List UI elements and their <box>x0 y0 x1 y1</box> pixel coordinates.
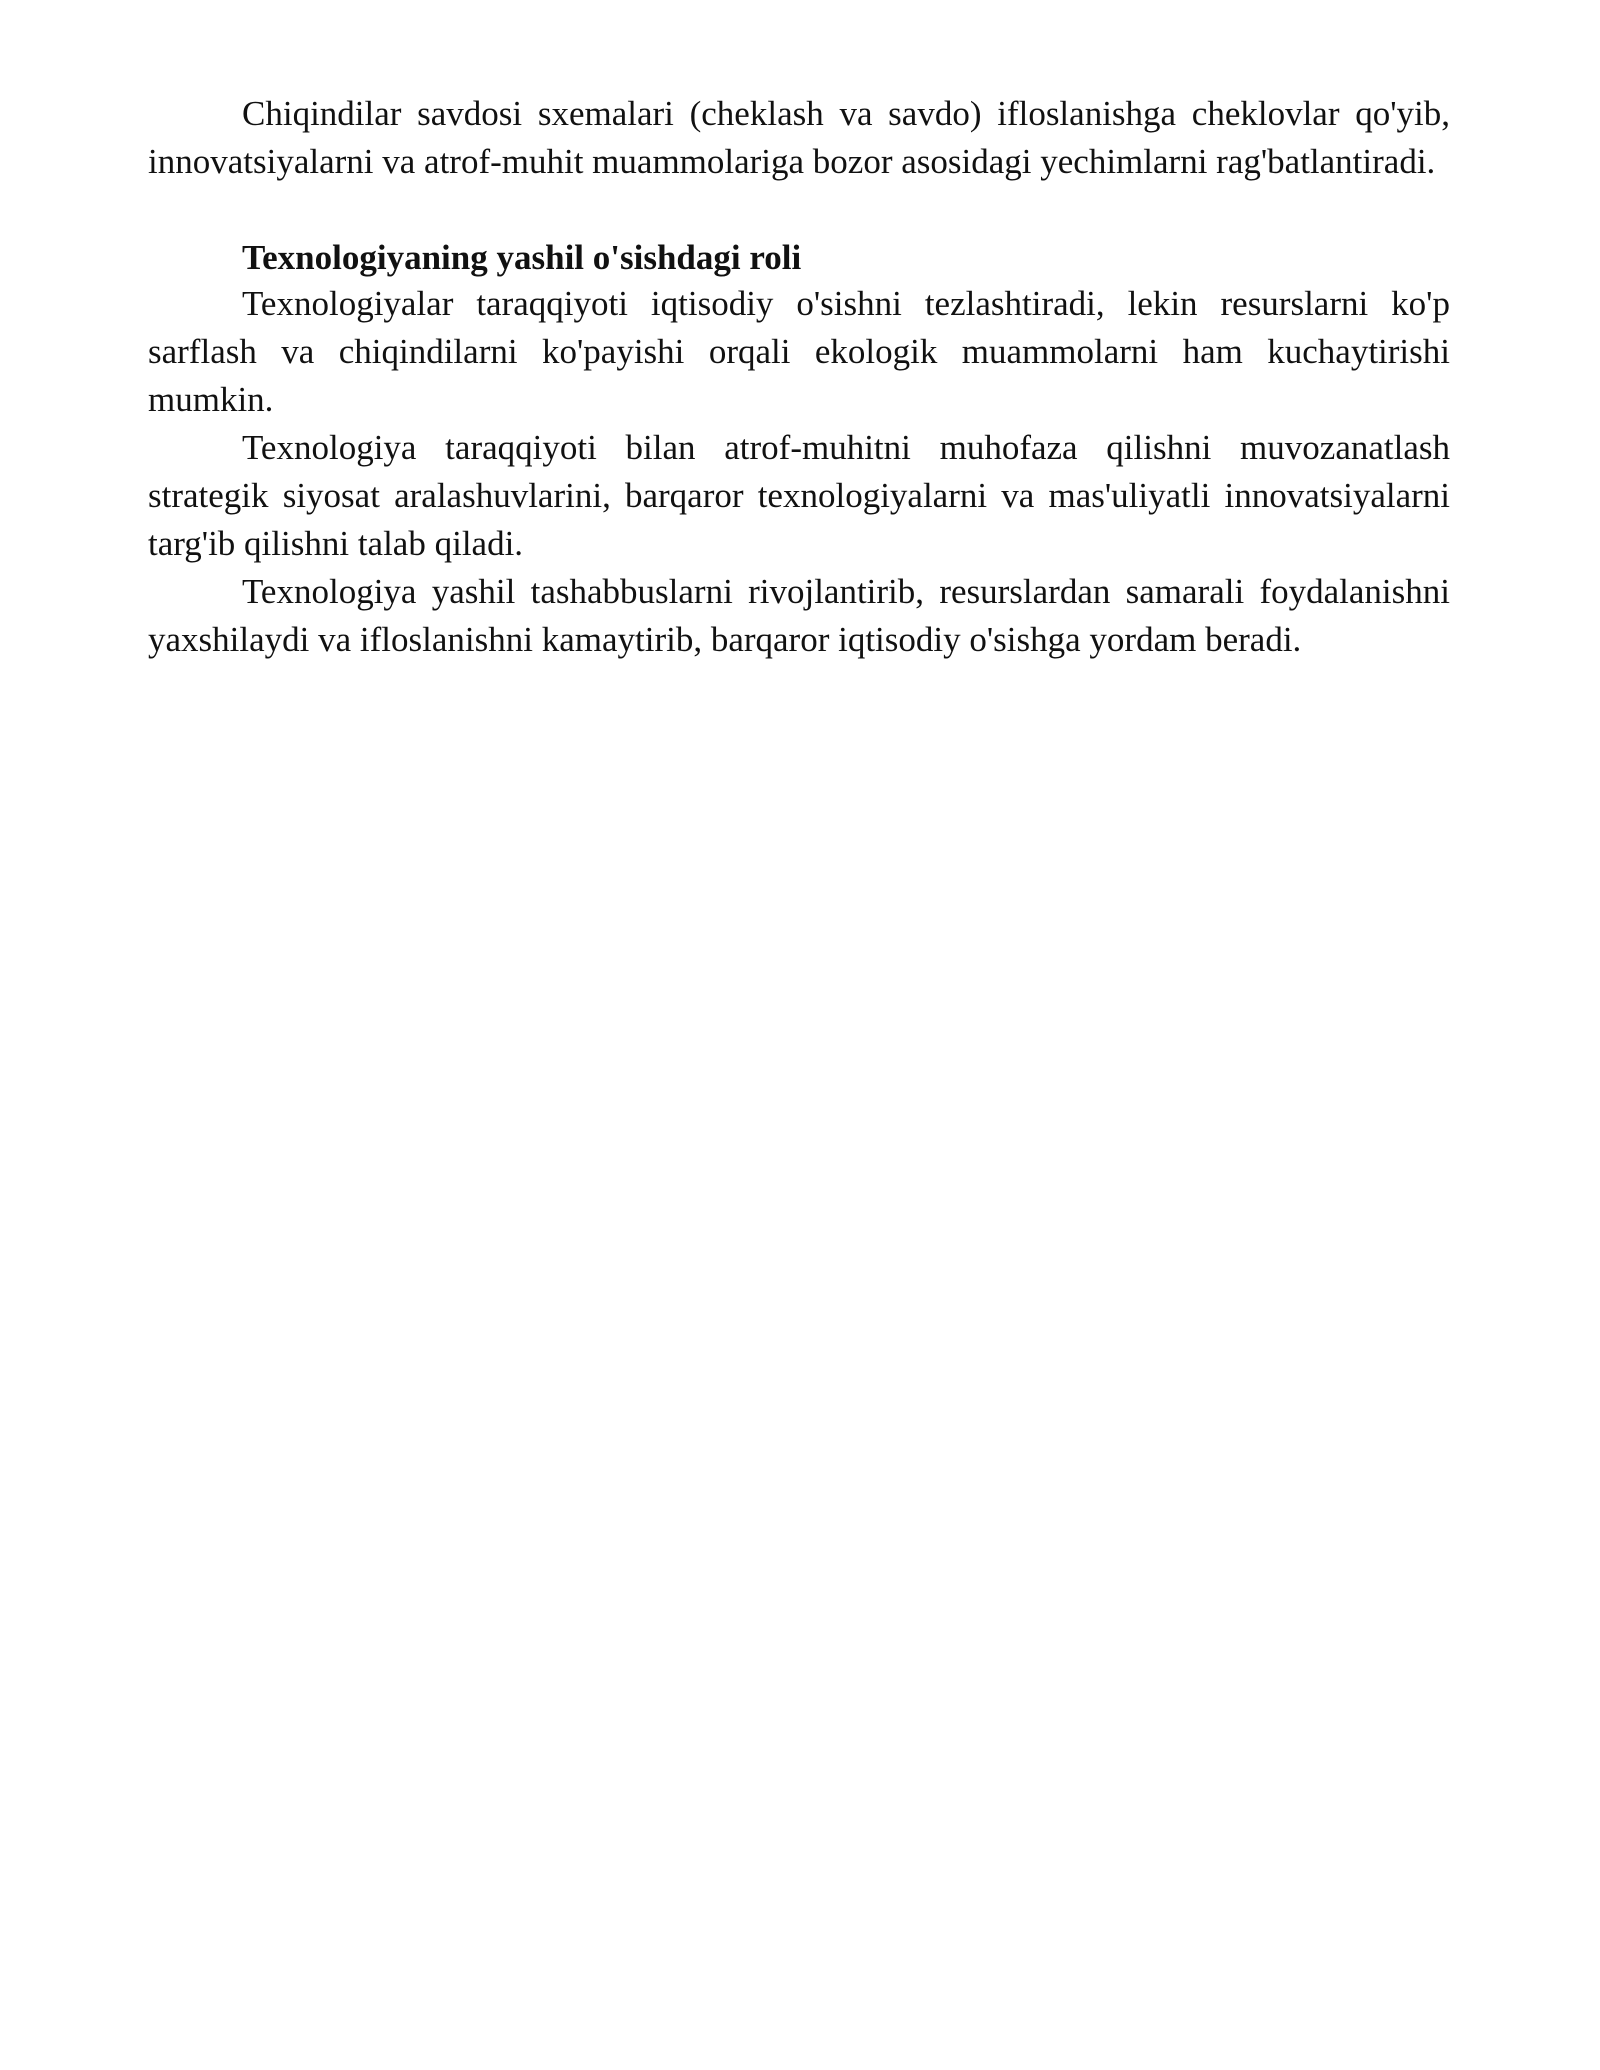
section-paragraph-2: Texnologiya taraqqiyoti bilan atrof-muhitni muhofaza qilishni muvozanatlash strategik siyosat aralashuvlarini, barqaror texnologiyalarni va mas'uliyatli innovatsiyalarni targ'ib qilishni talab qiladi. <box>148 428 1450 563</box>
section-paragraph-3: Texnologiya yashil tashabbuslarni rivojlantirib, resurslardan samarali foydalanishni yaxshilaydi va ifloslanishni kamaytirib, barqaror iqtisodiy o'sishga yordam beradi. <box>148 572 1450 659</box>
section-block <box>148 236 1450 664</box>
document-body <box>148 90 1450 664</box>
section-paragraph-1: Texnologiyalar taraqqiyoti iqtisodiy o'sishni tezlashtiradi, lekin resurslarni ko'p sarflash va chiqindilarni ko'payishi orqali ekologik muammolarni ham kuchaytirishi mumkin. <box>148 284 1450 419</box>
section-heading: Texnologiyaning yashil o'sishdagi roli <box>242 238 802 277</box>
intro-paragraph: Chiqindilar savdosi sxemalari (cheklash va savdo) ifloslanishga cheklovlar qo'yib, innovatsiyalarni va atrof-muhit muammolariga bozor asosidagi yechimlarni rag'batlantiradi. <box>148 94 1450 181</box>
